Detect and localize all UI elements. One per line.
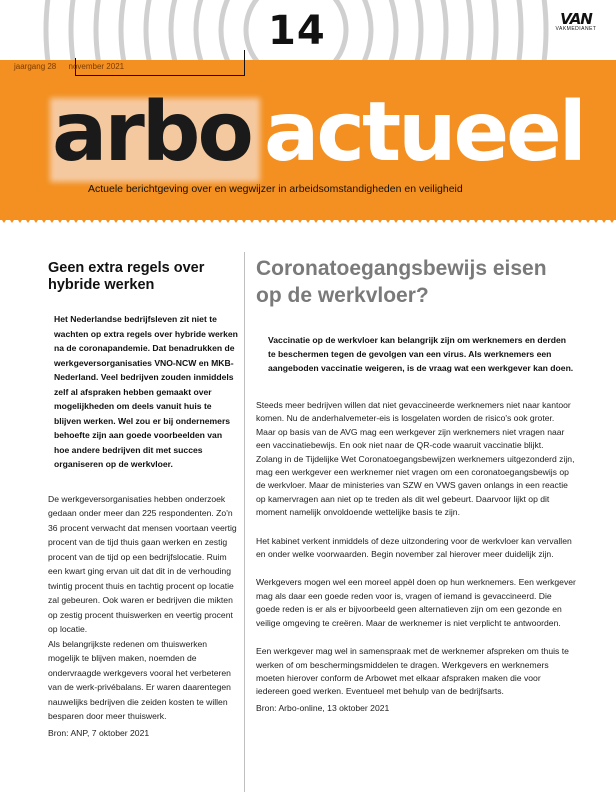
title-arbo: arbo (52, 85, 251, 180)
right-paragraph-3: Het kabinet verkent inmiddels of deze uitzondering voor de werkvloer kan vervallen en onder welke voorwaarden. Begin november zal hierover meer duidelijk zijn. (256, 535, 572, 560)
column-divider (244, 252, 245, 792)
left-article (48, 260, 238, 738)
logo-mark: VAN (560, 10, 592, 28)
issue-meta (14, 62, 134, 71)
left-headline: Geen extra regels over hybride werken (48, 260, 205, 293)
right-body (256, 399, 576, 699)
right-article (256, 255, 576, 713)
left-lead: Het Nederlandse bedrijfsleven zit niet te wachten op extra regels over hybride werken na de coronapandemie. Dat benadrukken de werkgeversorganisaties VNO-NCW en MKB-Nederland. Veel bedrijven zouden inmiddels zelf al afspraken hebben gemaakt over mogelijkheden om deels vanuit huis te blijven werken. Wel zou er bij ondernemers behoefte zijn aan goede voorbeelden van hoe andere bedrijven dit met succes organiseren op de werkvloer. (54, 314, 238, 469)
tagline: Actuele berichtgeving over en wegwijzer in arbeidsomstandigheden en veiligheid (88, 183, 463, 195)
left-body (48, 492, 238, 724)
volume-label: jaargang 28 (14, 62, 57, 71)
right-paragraph-1: Steeds meer bedrijven willen dat niet gevaccineerde werknemers niet naar kantoor komen. Nu de anderhalvemeter-eis is losgelaten worden de risico's ook groter. Maar op basis van de AVG mag een werkgever zijn werknemers niet vragen naar een vaccinatiebewijs. En ook niet naar de QR-code waaruit vaccinatie blijkt. (256, 400, 571, 451)
right-paragraph-2: Zolang in de Tijdelijke Wet Coronatoegangsbewijzen werknemers uitgezonderd zijn, mag een werkgever een werknemer niet vragen om een coronatoegangsbewijs op de werkvloer. Maar de ministeries van SZW en VWS gaven onlangs in een reactie op kamervragen aan niet op te treden als dit wel gebeurt. Daarvoor lijkt op dit moment namelijk onvoldoende wettelijke basis te zijn. (256, 453, 575, 518)
right-source: Bron: Arbo-online, 13 oktober 2021 (256, 702, 390, 713)
left-paragraph-1: De werkgeversorganisaties hebben onderzoek gedaan onder meer dan 225 respondenten. Zo'n 36 procent verwacht dat mensen voortaan veertig procent van de tijd thuis gaan werken en zestig procent van de tijd op een bedrijfslocatie. Ruim een kwart ging ervan uit dat dit in de verhouding twintig procent thuis en tachtig procent op locatie zal gebeuren. Ook waren er bedrijven die mikten op zestig procent thuiswerken en veertig procent op locatie. (48, 493, 237, 634)
right-headline: Coronatoegangsbewijs eisen op de werkvloer? (256, 257, 547, 307)
right-paragraph-5: Een werkgever mag wel in samenspraak met de werknemer afspreken om thuis te werken of om beschermingsmiddelen te dragen. Werkgevers en werknemers moeten hierover conform de Arbowet met elkaar afspraken maken die voor iedereen goed werken. Eventueel met behulp van de bedrijfsarts. (256, 646, 569, 697)
zigzag-edge (0, 217, 616, 225)
masthead-top (0, 0, 616, 60)
title-actueel: actueel (264, 85, 584, 180)
issue-number: 14 (268, 8, 326, 54)
issue-date: november 2021 (68, 62, 125, 71)
left-paragraph-2: Als belangrijkste redenen om thuiswerken mogelijk te blijven maken, noemden de ondervraagde werkgevers vooral het verbeteren van de werk-privébalans. Er waren daarentegen nauwelijks bedrijven die zeiden kosten te willen besparen door meer thuiswerk. (48, 638, 231, 721)
right-paragraph-4: Werkgevers mogen wel een moreel appèl doen op hun werknemers. Een werkgever mag als daar een goede reden voor is, vragen of iemand is gevaccineerd. Die goede reden is er als er bijvoorbeeld geen alternatieven zijn om een gezonde en veilige omgeving te creëren. Maar de werknemer is niet verplicht te antwoorden. (256, 577, 576, 628)
logo-subtext: VAKMEDIANET (555, 26, 597, 32)
publisher-logo (546, 10, 606, 32)
right-lead: Vaccinatie op de werkvloer kan belangrijk zijn om werknemers en derden te beschermen tegen de gevolgen van een virus. Als werknemers een aangeboden vaccinatie weigeren, is de vraag wat een werkgever kan doen. (268, 335, 574, 373)
left-source: Bron: ANP, 7 oktober 2021 (48, 727, 150, 738)
bracket-stem (244, 50, 245, 60)
